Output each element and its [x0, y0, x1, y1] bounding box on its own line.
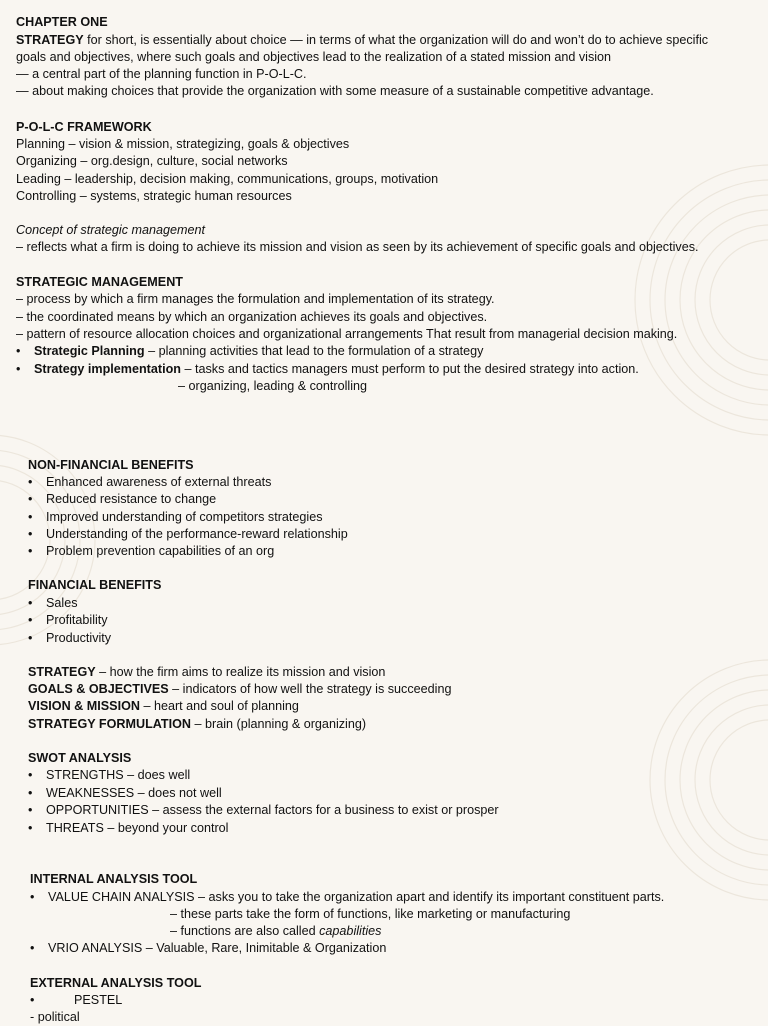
pestel-bullet [30, 992, 122, 1009]
strategic-planning-def: – planning activities that lead to the formulation of a strategy [144, 344, 484, 358]
definition-term: GOALS & OBJECTIVES [28, 682, 169, 696]
strategic-planning-bullet [16, 343, 483, 360]
polc-heading: P-O-L-C FRAMEWORK [16, 120, 152, 134]
bullet-icon: • [28, 821, 33, 835]
non-financial-item-text: Improved understanding of competitors strategies [46, 510, 323, 524]
value-chain-sub-2-text: – functions are also called [170, 924, 320, 938]
swot-item-text: THREATS – beyond your control [46, 821, 229, 835]
non-financial-heading: NON-FINANCIAL BENEFITS [28, 458, 194, 472]
financial-item [28, 595, 78, 612]
external-analysis-heading: EXTERNAL ANALYSIS TOOL [30, 976, 202, 990]
chapter-title: CHAPTER ONE [16, 15, 108, 29]
bullet-icon: • [28, 786, 33, 800]
bullet-icon: • [30, 890, 35, 904]
definition-term: VISION & MISSION [28, 699, 140, 713]
bullet-icon: • [28, 527, 33, 541]
strategic-management-heading: STRATEGIC MANAGEMENT [16, 275, 183, 289]
bullet-icon: • [28, 475, 33, 489]
strategy-implementation-term: Strategy implementation [34, 362, 181, 376]
swot-item-text: WEAKNESSES – does not well [46, 786, 222, 800]
non-financial-item-text: Problem prevention capabilities of an org [46, 544, 275, 558]
financial-heading: FINANCIAL BENEFITS [28, 578, 162, 592]
polc-item-organizing: Organizing – org.design, culture, social networks [16, 154, 288, 168]
polc-item-leading: Leading – leadership, decision making, communications, groups, motivation [16, 172, 439, 186]
non-financial-item-text: Understanding of the performance-reward relationship [46, 527, 348, 541]
strategy-implementation-bullet [16, 361, 639, 378]
financial-item [28, 630, 111, 647]
bullet-icon: • [28, 803, 33, 817]
value-chain-sub-2 [170, 923, 381, 940]
concept-text: – reflects what a firm is doing to achieve its mission and vision as seen by its achievement of specific goals and objectives. [16, 240, 699, 254]
non-financial-item-text: Reduced resistance to change [46, 492, 217, 506]
strategy-implementation-sub: – organizing, leading & controlling [178, 379, 368, 393]
strategy-term: STRATEGY [16, 33, 84, 47]
strategic-management-line-3: – pattern of resource allocation choices and organizational arrangements That result from managerial decision making. [16, 327, 678, 341]
vrio-text: VRIO ANALYSIS – Valuable, Rare, Inimitable & Organization [48, 941, 387, 955]
definition-goals-objectives [28, 681, 451, 698]
bullet-icon: • [16, 344, 21, 358]
financial-item-text: Productivity [46, 631, 112, 645]
strategy-definition-line-1 [16, 32, 708, 49]
strategic-management-line-2: – the coordinated means by which an organization achieves its goals and objectives. [16, 310, 488, 324]
value-chain-bullet [30, 889, 664, 906]
pestel-political: - political [30, 1010, 80, 1024]
swot-item [28, 767, 190, 784]
bullet-icon: • [28, 613, 33, 627]
strategy-implementation-def: – tasks and tactics managers must perform to put the desired strategy into action. [180, 362, 639, 376]
strategy-definition-line-3: — a central part of the planning function in P-O-L-C. [16, 67, 307, 81]
vrio-bullet [30, 940, 386, 957]
financial-item [28, 612, 108, 629]
strategy-def-text: for short, is essentially about choice — in terms of what the organization will do and won’t do to achieve specific [83, 33, 709, 47]
non-financial-item [28, 491, 216, 508]
definition-term: STRATEGY FORMULATION [28, 717, 192, 731]
bullet-icon: • [28, 596, 33, 610]
bullet-icon: • [28, 492, 33, 506]
swot-item-text: OPPORTUNITIES – assess the external factors for a business to exist or prosper [46, 803, 499, 817]
bullet-icon: • [28, 510, 33, 524]
definition-vision-mission [28, 698, 299, 715]
internal-analysis-heading: INTERNAL ANALYSIS TOOL [30, 872, 198, 886]
bullet-icon: • [30, 941, 35, 955]
bullet-icon: • [28, 768, 33, 782]
swot-item [28, 820, 228, 837]
value-chain-text: VALUE CHAIN ANALYSIS – asks you to take the organization apart and identify its important constituent parts. [48, 890, 665, 904]
non-financial-item [28, 526, 348, 543]
financial-item-text: Profitability [46, 613, 108, 627]
financial-item-text: Sales [46, 596, 78, 610]
bullet-icon: • [30, 993, 35, 1007]
swot-item-text: STRENGTHS – does well [46, 768, 191, 782]
definition-strategy-formulation [28, 716, 366, 733]
capabilities-term: capabilities [319, 924, 382, 938]
swot-heading: SWOT ANALYSIS [28, 751, 132, 765]
bullet-icon: • [28, 631, 33, 645]
non-financial-item [28, 543, 274, 560]
non-financial-item [28, 474, 271, 491]
definition-text: – indicators of how well the strategy is succeeding [168, 682, 452, 696]
definition-text: – brain (planning & organizing) [191, 717, 367, 731]
non-financial-item-text: Enhanced awareness of external threats [46, 475, 272, 489]
pestel-text: PESTEL [74, 993, 123, 1007]
definition-text: – how the firm aims to realize its mission and vision [95, 665, 386, 679]
strategic-planning-term: Strategic Planning [34, 344, 145, 358]
strategy-definition-line-4: — about making choices that provide the organization with some measure of a sustainable competitive advantage. [16, 84, 654, 98]
definition-text: – heart and soul of planning [139, 699, 299, 713]
bullet-icon: • [16, 362, 21, 376]
definition-strategy [28, 664, 385, 681]
bullet-icon: • [28, 544, 33, 558]
definition-term: STRATEGY [28, 665, 96, 679]
strategy-definition-line-2: goals and objectives, where such goals and objectives lead to the realization of a stated mission and vision [16, 50, 612, 64]
polc-item-controlling: Controlling – systems, strategic human resources [16, 189, 292, 203]
non-financial-item [28, 509, 323, 526]
concept-heading: Concept of strategic management [16, 223, 206, 237]
swot-item [28, 785, 222, 802]
strategic-management-line-1: – process by which a firm manages the formulation and implementation of its strategy. [16, 292, 495, 306]
swot-item [28, 802, 499, 819]
polc-item-planning: Planning – vision & mission, strategizing, goals & objectives [16, 137, 350, 151]
value-chain-sub-1: – these parts take the form of functions, like marketing or manufacturing [170, 907, 571, 921]
